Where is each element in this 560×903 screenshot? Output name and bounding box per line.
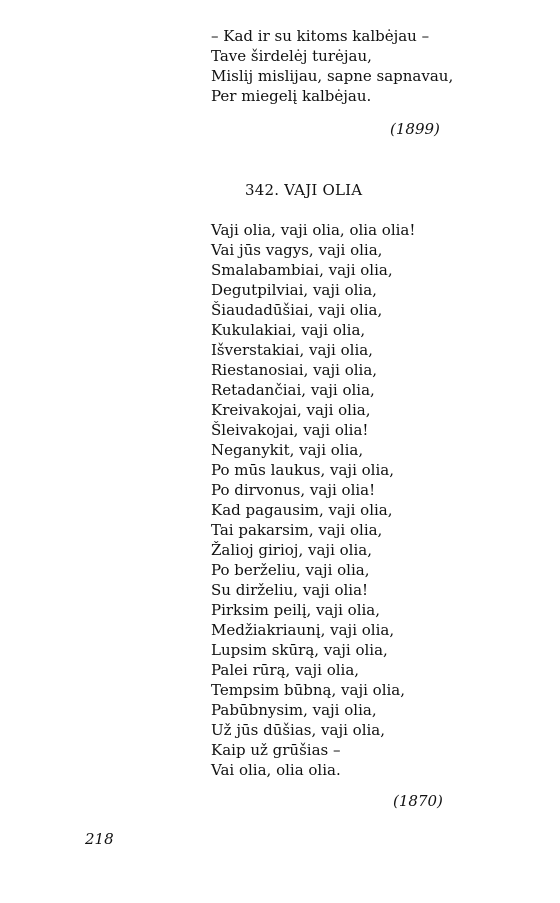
poem-line: Po berželiu, vaji olia, bbox=[211, 561, 370, 579]
poem-line: Palei rūrą, vaji olia, bbox=[211, 661, 360, 679]
poem-line: Vai olia, olia olia. bbox=[211, 761, 341, 779]
poem-line: Smalabambiai, vaji olia, bbox=[211, 261, 393, 279]
poem-line: Kad pagausim, vaji olia, bbox=[211, 501, 393, 519]
poem-line: Šleivakojai, vaji olia! bbox=[211, 421, 369, 439]
poem-line: Tave širdelėj turėjau, bbox=[211, 47, 372, 65]
poem-line: Tempsim būbną, vaji olia, bbox=[211, 681, 406, 699]
poem-line: Vai jūs vagys, vaji olia, bbox=[211, 241, 383, 259]
poem-line: Lupsim skūrą, vaji olia, bbox=[211, 641, 388, 659]
poem-line: Išverstakiai, vaji olia, bbox=[211, 341, 373, 359]
poem-line: Riestanosiai, vaji olia, bbox=[211, 361, 378, 379]
poem-line: Kreivakojai, vaji olia, bbox=[211, 401, 371, 419]
poem-line: Po dirvonus, vaji olia! bbox=[211, 481, 376, 499]
poem-line: Su dirželiu, vaji olia! bbox=[211, 581, 369, 599]
poem-line: Pabūbnysim, vaji olia, bbox=[211, 701, 377, 719]
poem-line: Žalioj girioj, vaji olia, bbox=[211, 541, 372, 559]
poem-line: Retadančiai, vaji olia, bbox=[211, 381, 375, 399]
page-number: 218 bbox=[85, 830, 114, 848]
poem-line: Šiaudadūšiai, vaji olia, bbox=[211, 301, 383, 319]
poem-line: Per miegelį kalbėjau. bbox=[211, 87, 372, 105]
previous-poem-date: (1899) bbox=[390, 120, 440, 138]
poem-title: 342. VAJI OLIA bbox=[245, 181, 363, 199]
poem-line: Kukulakiai, vaji olia, bbox=[211, 321, 366, 339]
poem-line: Degutpilviai, vaji olia, bbox=[211, 281, 377, 299]
previous-poem-ending bbox=[211, 26, 511, 106]
poem-body bbox=[211, 220, 531, 780]
poem-line: – Kad ir su kitoms kalbėjau – bbox=[211, 27, 430, 45]
poem-line: Kaip už grūšias – bbox=[211, 741, 341, 759]
poem-line: Medžiakriaunį, vaji olia, bbox=[211, 621, 395, 639]
poem-line: Už jūs dūšias, vaji olia, bbox=[211, 721, 385, 739]
poem-line: Tai pakarsim, vaji olia, bbox=[211, 521, 383, 539]
poem-line: Mislij mislijau, sapne sapnavau, bbox=[211, 67, 454, 85]
poem-line: Neganykit, vaji olia, bbox=[211, 441, 364, 459]
poem-line: Po mūs laukus, vaji olia, bbox=[211, 461, 394, 479]
poem-line: Pirksim peilį, vaji olia, bbox=[211, 601, 381, 619]
poem-line: Vaji olia, vaji olia, olia olia! bbox=[211, 221, 416, 239]
poem-date: (1870) bbox=[393, 792, 443, 810]
